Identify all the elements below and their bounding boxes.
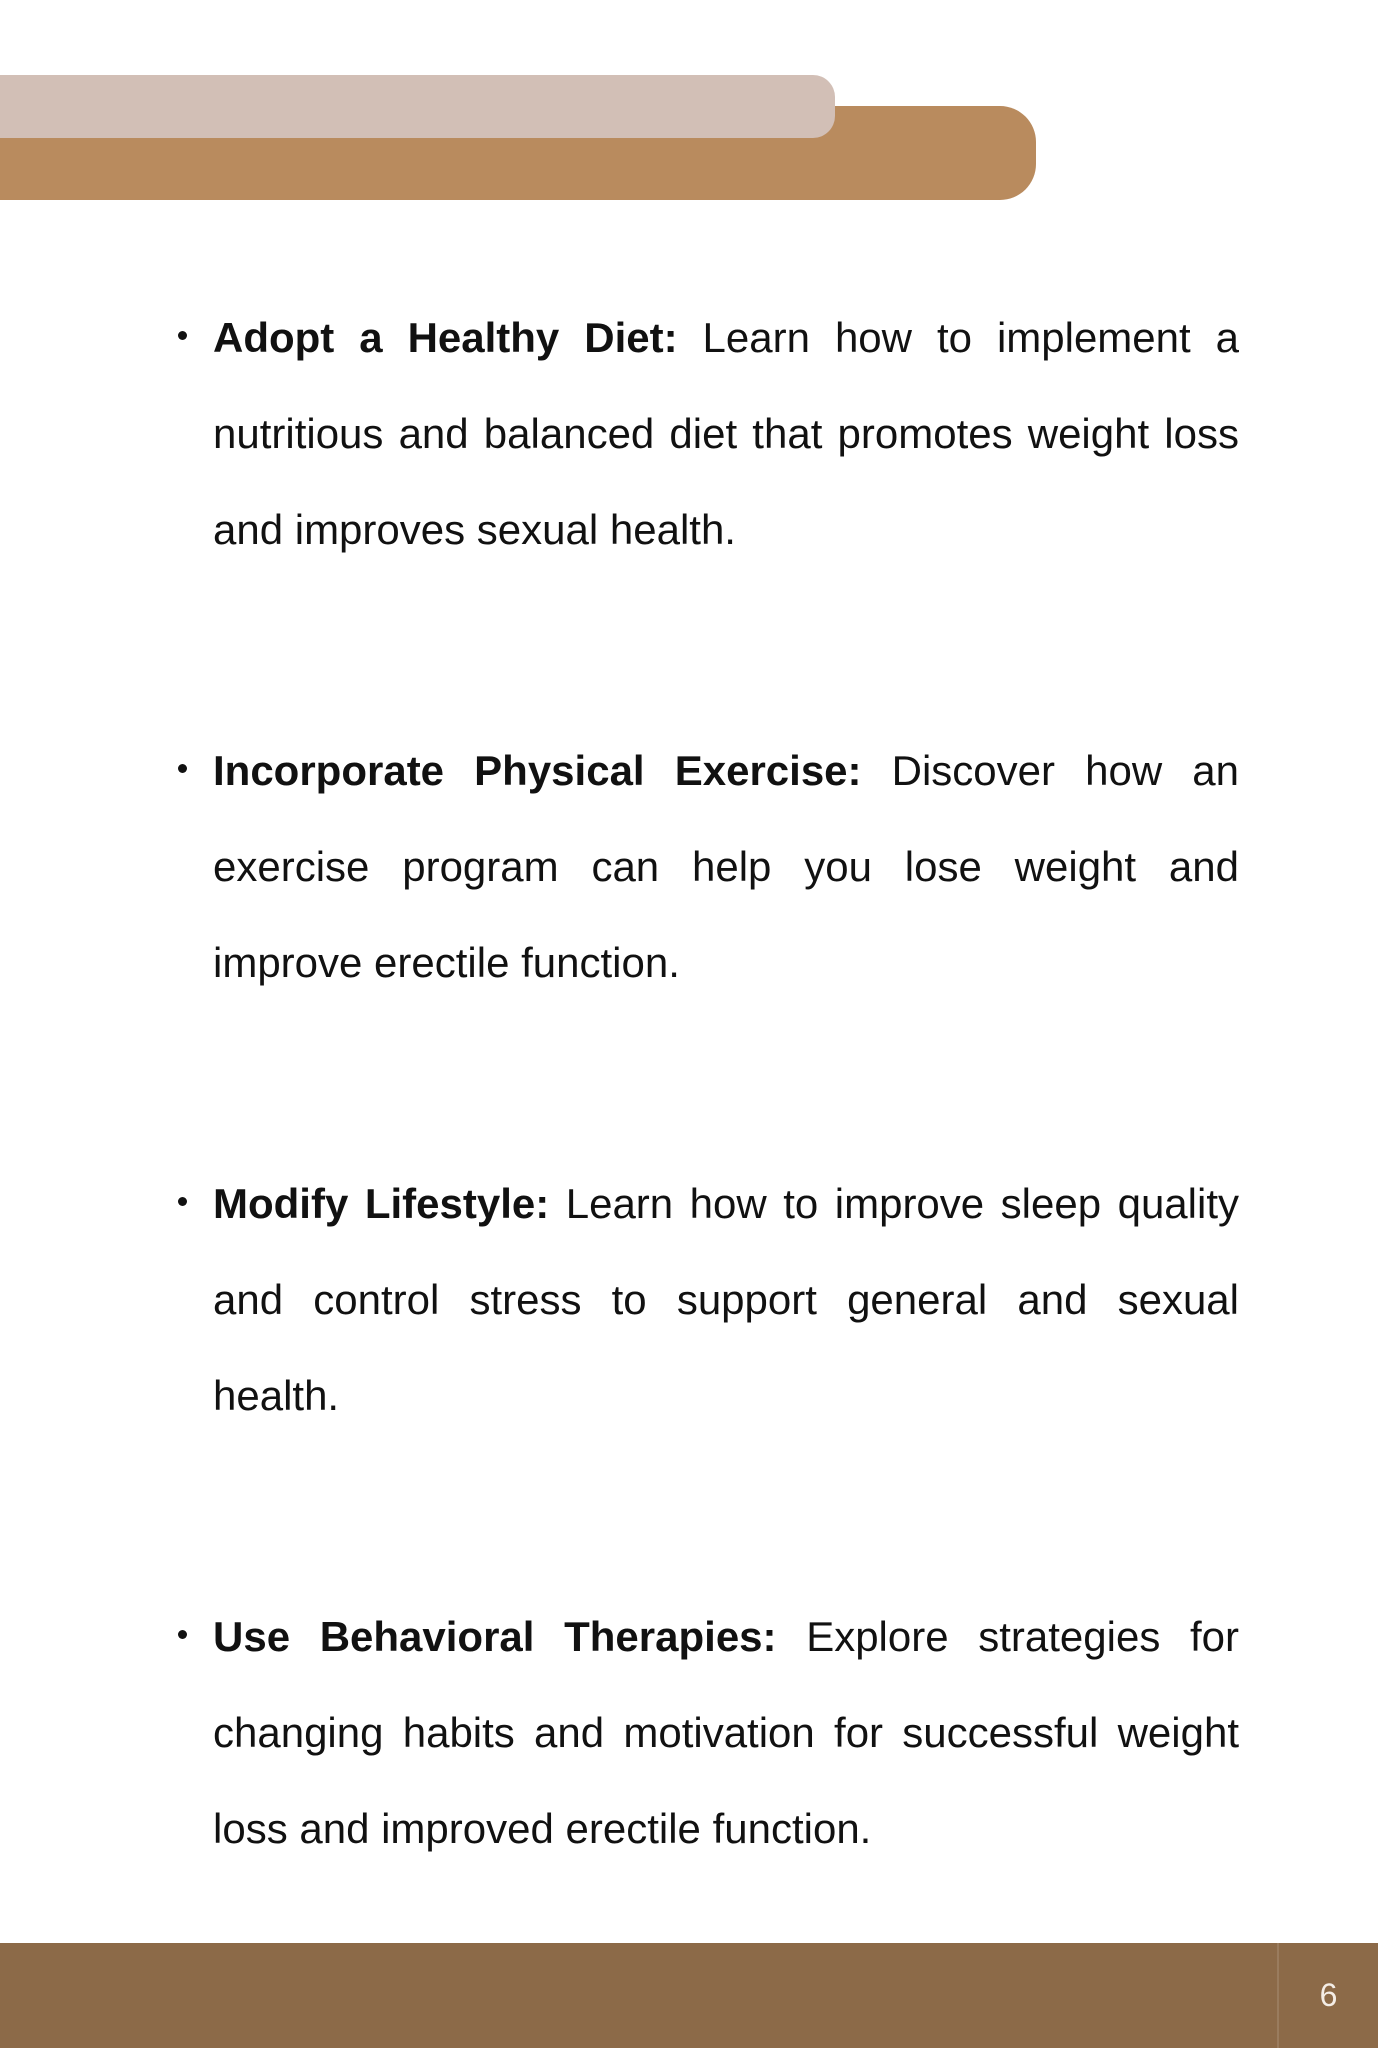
list-item-physical-exercise: [0, 723, 1239, 1011]
list-item-text: [213, 1156, 1239, 1444]
page-number: 6: [1319, 1977, 1338, 2013]
list-item-text: [213, 1589, 1239, 1877]
list-item-modify-lifestyle: [0, 1156, 1239, 1444]
list-item-healthy-diet: [0, 290, 1239, 578]
list-item-text: [213, 723, 1239, 1011]
bullet-list: [0, 290, 1378, 1877]
header-decoration-front-bar: [0, 75, 835, 138]
bullet-icon: [178, 1197, 187, 1206]
bullet-icon: [178, 1630, 187, 1639]
list-item-text: [213, 290, 1239, 578]
list-item-description: Learn how to improve sleep quality and control stress to support general and sexual health.: [213, 1180, 1239, 1419]
footer-bar: [0, 1943, 1378, 2048]
list-item-behavioral-therapies: [0, 1589, 1239, 1877]
list-item-title: Modify Lifestyle:: [213, 1180, 550, 1227]
bullet-icon: [178, 764, 187, 773]
list-item-title: Incorporate Physical Exercise:: [213, 747, 862, 794]
bullet-icon: [178, 331, 187, 340]
list-item-description: Explore strategies for changing habits and motivation for successful weight loss and improved erectile function.: [213, 1613, 1240, 1852]
main-content: [0, 290, 1378, 2022]
list-item-description: Discover how an exercise program can help you lose weight and improve erectile function.: [213, 747, 1240, 986]
list-item-description: Learn how to implement a nutritious and balanced diet that promotes weight loss and improves sexual health.: [213, 314, 1240, 553]
list-item-title: Use Behavioral Therapies:: [213, 1613, 777, 1660]
list-item-title: Adopt a Healthy Diet:: [213, 314, 678, 361]
